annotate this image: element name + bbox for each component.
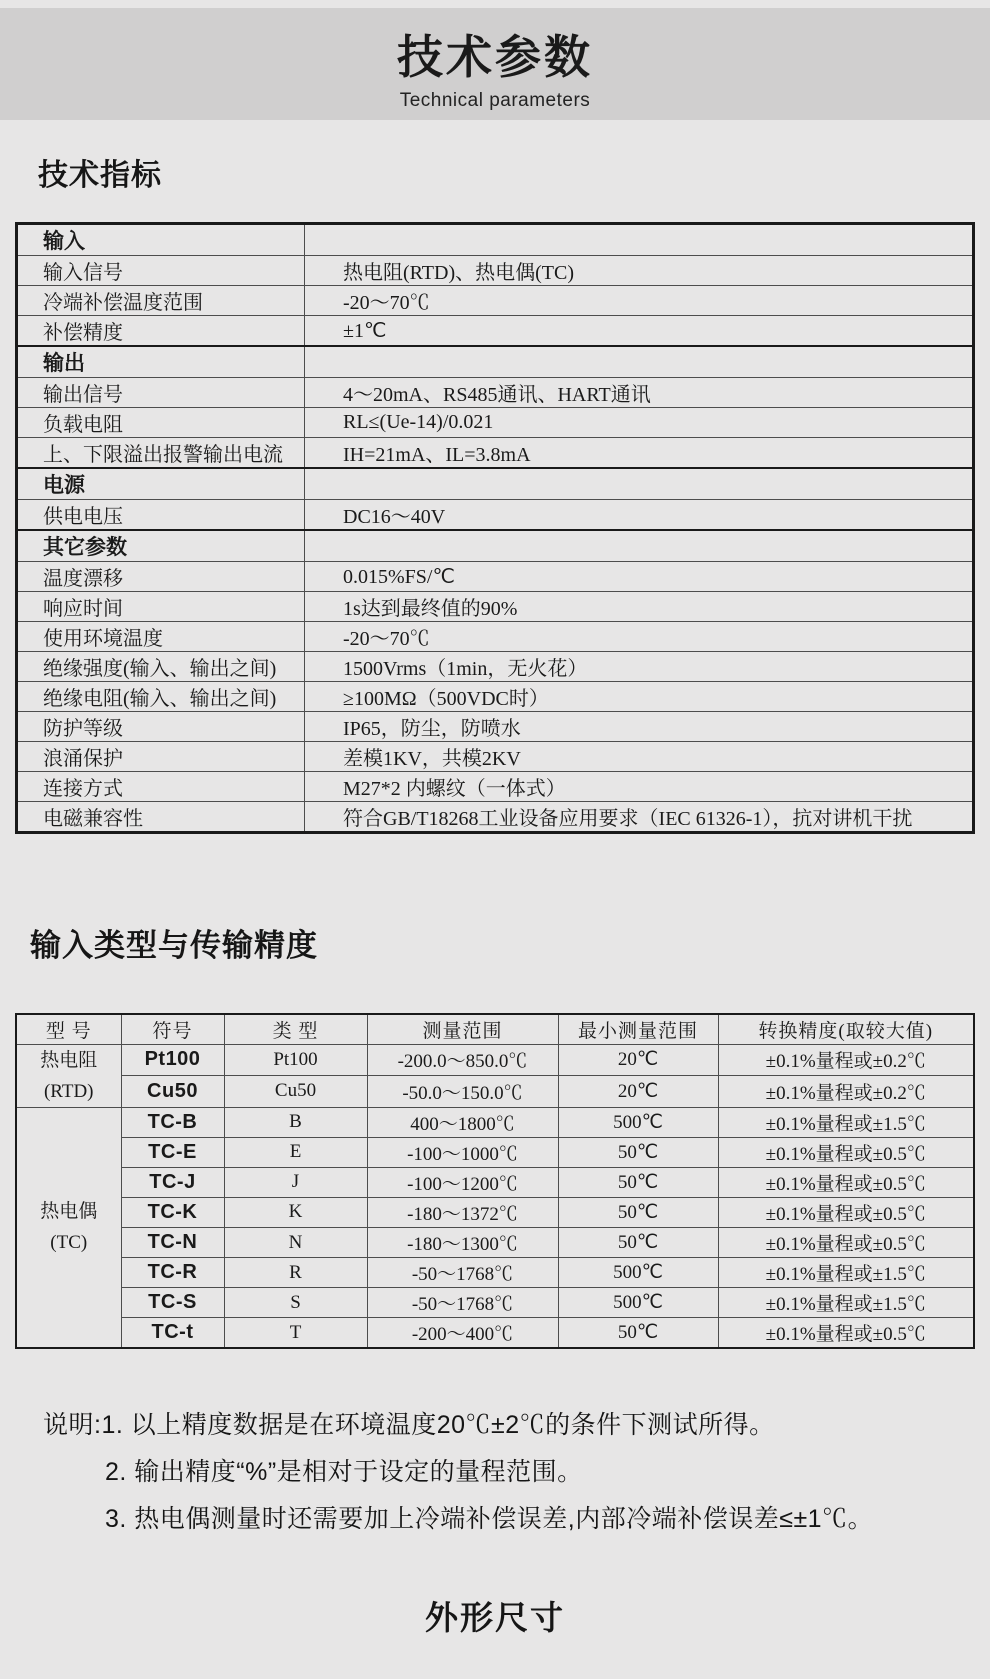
spec-label: 绝缘强度(输入、输出之间) <box>17 652 305 682</box>
spec-table <box>15 222 975 834</box>
cell-accuracy: ±0.1%量程或±0.5℃ <box>718 1137 974 1167</box>
cell-range: -100～1200℃ <box>367 1167 558 1197</box>
cell-min-range: 50℃ <box>558 1227 718 1257</box>
spec-label: 冷端补偿温度范围 <box>17 286 305 316</box>
spec-section-row <box>17 224 974 256</box>
cell-min-range: 500℃ <box>558 1258 718 1288</box>
header-band <box>0 8 990 120</box>
accuracy-row <box>16 1258 974 1288</box>
accuracy-row <box>16 1167 974 1197</box>
spec-row <box>17 378 974 408</box>
group-cell-rtd <box>16 1044 121 1107</box>
spec-row <box>17 652 974 682</box>
spec-section-row <box>17 468 974 500</box>
spec-label: 供电电压 <box>17 500 305 531</box>
col-header-model: 型 号 <box>16 1014 121 1044</box>
spec-label: 响应时间 <box>17 592 305 622</box>
spec-row <box>17 742 974 772</box>
spec-value: 0.015%FS/℃ <box>305 562 974 592</box>
spec-value <box>305 224 974 256</box>
cell-accuracy: ±0.1%量程或±0.5℃ <box>718 1227 974 1257</box>
cell-range: -100～1000℃ <box>367 1137 558 1167</box>
cell-min-range: 50℃ <box>558 1318 718 1348</box>
spec-section-label: 输入 <box>17 224 305 256</box>
cell-type: Cu50 <box>224 1076 367 1108</box>
cell-type: E <box>224 1137 367 1167</box>
spec-row <box>17 712 974 742</box>
spec-row <box>17 438 974 469</box>
spec-row <box>17 682 974 712</box>
group-name: 热电偶 <box>40 1201 98 1223</box>
cell-type: J <box>224 1167 367 1197</box>
accuracy-row <box>16 1197 974 1227</box>
cell-accuracy: ±0.1%量程或±0.2℃ <box>718 1076 974 1108</box>
accuracy-row <box>16 1044 974 1076</box>
spec-row <box>17 802 974 833</box>
spec-section-row <box>17 346 974 378</box>
cell-accuracy: ±0.1%量程或±0.5℃ <box>718 1167 974 1197</box>
spec-value: 差模1KV，共模2KV <box>305 742 974 772</box>
spec-value: IP65，防尘，防喷水 <box>305 712 974 742</box>
cell-range: -180～1372℃ <box>367 1197 558 1227</box>
accuracy-row <box>16 1288 974 1318</box>
spec-value: -20～70℃ <box>305 622 974 652</box>
cell-accuracy: ±0.1%量程或±0.5℃ <box>718 1197 974 1227</box>
cell-min-range: 50℃ <box>558 1137 718 1167</box>
cell-range: 400～1800℃ <box>367 1107 558 1137</box>
cell-range: -50～1768℃ <box>367 1258 558 1288</box>
accuracy-row <box>16 1137 974 1167</box>
cell-symbol: TC-R <box>121 1258 224 1288</box>
spec-row <box>17 286 974 316</box>
cell-symbol: TC-S <box>121 1288 224 1318</box>
page-title: 技术参数 <box>397 31 593 83</box>
cell-symbol: TC-N <box>121 1227 224 1257</box>
spec-label: 输入信号 <box>17 256 305 286</box>
spec-value: 符合GB/T18268工业设备应用要求（IEC 61326-1），抗对讲机干扰 <box>305 802 974 833</box>
spec-label: 电磁兼容性 <box>17 802 305 833</box>
col-header-symbol: 符号 <box>121 1014 224 1044</box>
accuracy-row <box>16 1227 974 1257</box>
group-cell-tc <box>16 1107 121 1348</box>
spec-label: 负载电阻 <box>17 408 305 438</box>
cell-accuracy: ±0.1%量程或±0.5℃ <box>718 1318 974 1348</box>
accuracy-row <box>16 1318 974 1348</box>
cell-range: -200～400℃ <box>367 1318 558 1348</box>
col-header-type: 类 型 <box>224 1014 367 1044</box>
spec-label: 绝缘电阻(输入、输出之间) <box>17 682 305 712</box>
cell-symbol: TC-J <box>121 1167 224 1197</box>
spec-value: ±1℃ <box>305 316 974 347</box>
cell-symbol: TC-B <box>121 1107 224 1137</box>
spec-label: 上、下限溢出报警输出电流 <box>17 438 305 469</box>
note-line-1: 说明:1. 以上精度数据是在环境温度20℃±2℃的条件下测试所得。 <box>43 1411 775 1439</box>
spec-row <box>17 316 974 347</box>
cell-range: -50～1768℃ <box>367 1288 558 1318</box>
spec-label: 输出信号 <box>17 378 305 408</box>
accuracy-row <box>16 1076 974 1108</box>
spec-value <box>305 346 974 378</box>
spec-row <box>17 408 974 438</box>
spec-value: IH=21mA、IL=3.8mA <box>305 438 974 469</box>
note-line-2: 2. 输出精度“%”是相对于设定的量程范围。 <box>105 1458 583 1486</box>
cell-min-range: 20℃ <box>558 1044 718 1076</box>
spec-label: 补偿精度 <box>17 316 305 347</box>
cell-range: -180～1300℃ <box>367 1227 558 1257</box>
section-title-accuracy: 输入类型与传输精度 <box>30 928 318 963</box>
section-title-specs: 技术指标 <box>38 159 162 192</box>
group-name: 热电阻 <box>40 1049 98 1071</box>
cell-range: -50.0～150.0℃ <box>367 1076 558 1108</box>
cell-type: B <box>224 1107 367 1137</box>
spec-row <box>17 256 974 286</box>
cell-symbol: Pt100 <box>121 1044 224 1076</box>
section-title-dimensions: 外形尺寸 <box>425 1599 565 1636</box>
cell-symbol: TC-t <box>121 1318 224 1348</box>
note-line-3: 3. 热电偶测量时还需要加上冷端补偿误差,内部冷端补偿误差≤±1℃。 <box>105 1505 874 1533</box>
cell-min-range: 500℃ <box>558 1107 718 1137</box>
col-header-min-range: 最小测量范围 <box>558 1014 718 1044</box>
cell-symbol: Cu50 <box>121 1076 224 1108</box>
cell-accuracy: ±0.1%量程或±1.5℃ <box>718 1288 974 1318</box>
cell-type: S <box>224 1288 367 1318</box>
spec-section-row <box>17 530 974 562</box>
spec-row <box>17 772 974 802</box>
notes-block <box>43 1402 873 1543</box>
spec-label: 连接方式 <box>17 772 305 802</box>
accuracy-row <box>16 1107 974 1137</box>
cell-type: N <box>224 1227 367 1257</box>
spec-section-label: 其它参数 <box>17 530 305 562</box>
spec-row <box>17 562 974 592</box>
cell-type: T <box>224 1318 367 1348</box>
spec-value: DC16～40V <box>305 500 974 531</box>
spec-value: -20～70℃ <box>305 286 974 316</box>
spec-row <box>17 500 974 531</box>
spec-value: ≥100MΩ（500VDC时） <box>305 682 974 712</box>
cell-accuracy: ±0.1%量程或±1.5℃ <box>718 1258 974 1288</box>
cell-accuracy: ±0.1%量程或±1.5℃ <box>718 1107 974 1137</box>
accuracy-table <box>15 1013 975 1349</box>
group-code: (TC) <box>50 1232 88 1254</box>
cell-min-range: 50℃ <box>558 1197 718 1227</box>
cell-min-range: 500℃ <box>558 1288 718 1318</box>
cell-accuracy: ±0.1%量程或±0.2℃ <box>718 1044 974 1076</box>
spec-row <box>17 622 974 652</box>
spec-section-label: 输出 <box>17 346 305 378</box>
page-subtitle: Technical parameters <box>399 90 591 111</box>
col-header-accuracy: 转换精度(取较大值) <box>718 1014 974 1044</box>
spec-value <box>305 530 974 562</box>
spec-value: 1s达到最终值的90% <box>305 592 974 622</box>
cell-min-range: 50℃ <box>558 1167 718 1197</box>
cell-type: K <box>224 1197 367 1227</box>
spec-label: 浪涌保护 <box>17 742 305 772</box>
col-header-range: 测量范围 <box>367 1014 558 1044</box>
spec-value: 4～20mA、RS485通讯、HART通讯 <box>305 378 974 408</box>
cell-type: R <box>224 1258 367 1288</box>
spec-label: 使用环境温度 <box>17 622 305 652</box>
cell-symbol: TC-K <box>121 1197 224 1227</box>
spec-row <box>17 592 974 622</box>
group-code: (RTD) <box>43 1080 94 1102</box>
accuracy-header-row <box>16 1014 974 1044</box>
spec-value: M27*2 内螺纹（一体式） <box>305 772 974 802</box>
spec-value: RL≤(Ue-14)/0.021 <box>305 408 974 438</box>
spec-value: 1500Vrms（1min，无火花） <box>305 652 974 682</box>
spec-value <box>305 468 974 500</box>
spec-section-label: 电源 <box>17 468 305 500</box>
spec-label: 温度漂移 <box>17 562 305 592</box>
cell-range: -200.0～850.0℃ <box>367 1044 558 1076</box>
cell-min-range: 20℃ <box>558 1076 718 1108</box>
cell-type: Pt100 <box>224 1044 367 1076</box>
cell-symbol: TC-E <box>121 1137 224 1167</box>
spec-label: 防护等级 <box>17 712 305 742</box>
spec-value: 热电阻(RTD)、热电偶(TC) <box>305 256 974 286</box>
